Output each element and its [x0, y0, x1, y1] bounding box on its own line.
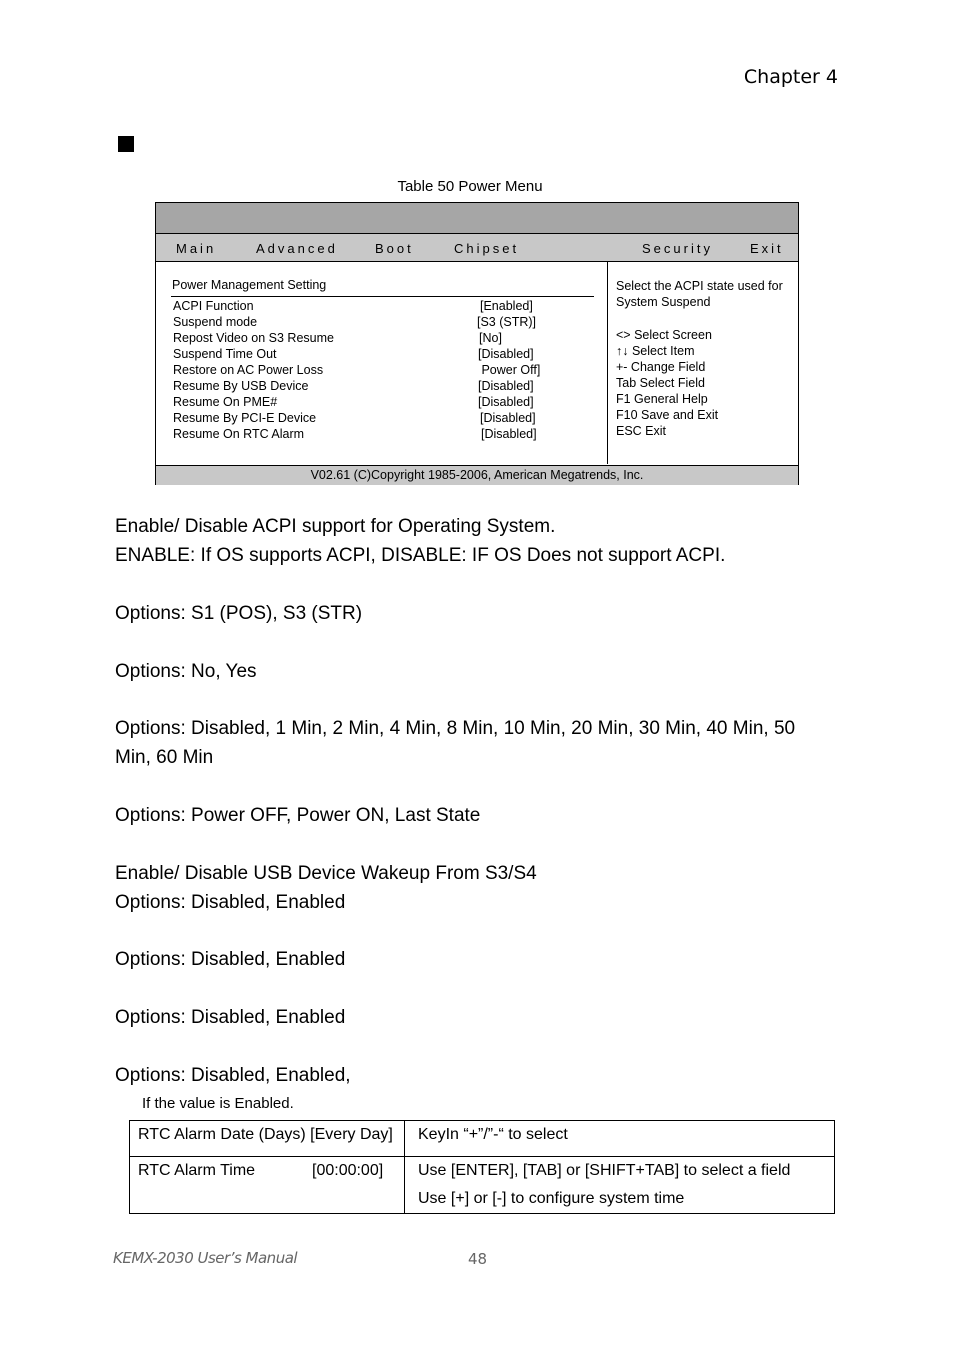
bios-title-bar — [156, 203, 798, 234]
setting-value-resume-pme[interactable]: [Disabled] — [478, 395, 534, 409]
section-bullet — [118, 136, 134, 152]
setting-value-repost-video[interactable]: [No] — [479, 331, 502, 345]
help-pane — [608, 262, 798, 464]
rtc-alarm-options: Options: Disabled, Enabled, — [115, 1065, 351, 1086]
menu-tab-main[interactable]: Main — [176, 241, 217, 256]
help-key-tab-select-field: Tab Select Field — [616, 376, 705, 390]
help-key-change-field: +- Change Field — [616, 360, 706, 374]
table-divider — [130, 1156, 834, 1157]
menu-tab-exit[interactable]: Exit — [750, 241, 784, 256]
usb-wakeup-options: Options: Disabled, Enabled — [115, 892, 346, 913]
menu-tab-advanced[interactable]: Advanced — [256, 241, 338, 256]
setting-value-resume-usb-device[interactable]: [Disabled] — [478, 379, 534, 393]
table-caption: Table 50 Power Menu — [397, 178, 543, 195]
help-key-general-help: F1 General Help — [616, 392, 708, 406]
pme-options: Options: Disabled, Enabled — [115, 949, 346, 970]
setting-label-resume-usb-device[interactable]: Resume By USB Device — [173, 379, 309, 393]
rtc-alarm-table — [129, 1120, 835, 1214]
setting-value-resume-rtc-alarm[interactable]: [Disabled] — [481, 427, 537, 441]
ac-power-loss-options: Options: Power OFF, Power ON, Last State — [115, 805, 481, 826]
bios-copyright-bar: V02.61 (C)Copyright 1985-2006, American Megatrends, Inc. — [156, 465, 798, 485]
rtc-date-label: RTC Alarm Date (Days) [Every Day] — [138, 1126, 393, 1143]
setting-value-acpi-function[interactable]: [Enabled] — [480, 299, 533, 313]
help-key-select-screen: <> Select Screen — [616, 328, 712, 342]
repost-video-options: Options: No, Yes — [115, 661, 257, 682]
setting-label-suspend-mode[interactable]: Suspend mode — [173, 315, 258, 329]
page-number: 48 — [468, 1250, 488, 1268]
rtc-date-help: KeyIn “+”/”-“ to select — [418, 1126, 568, 1143]
setting-value-restore-ac-power-loss[interactable]: Power Off] — [478, 363, 541, 377]
menu-tab-chipset[interactable]: Chipset — [454, 241, 520, 256]
rtc-time-help-configure: Use [+] or [-] to configure system time — [418, 1190, 685, 1207]
setting-label-resume-pme[interactable]: Resume On PME# — [173, 395, 278, 409]
acpi-description: Enable/ Disable ACPI support for Operating System. — [115, 516, 556, 537]
suspend-mode-options: Options: S1 (POS), S3 (STR) — [115, 603, 363, 624]
pcie-options: Options: Disabled, Enabled — [115, 1007, 346, 1028]
rtc-time-value: [00:00:00] — [312, 1162, 384, 1179]
rtc-enabled-note: If the value is Enabled. — [142, 1095, 294, 1112]
settings-pane — [156, 262, 608, 464]
bios-menu-bar — [156, 234, 798, 262]
acpi-enable-note: ENABLE: If OS supports ACPI, DISABLE: IF OS Does not support ACPI. — [115, 545, 726, 566]
section-title: Power Management Setting — [172, 278, 327, 292]
menu-tab-boot[interactable]: Boot — [375, 241, 414, 256]
setting-value-suspend-time-out[interactable]: [Disabled] — [478, 347, 534, 361]
suspend-timeout-options: Options: Disabled, 1 Min, 2 Min, 4 Min, 8 Min, 10 Min, 20 Min, 30 Min, 40 Min, 50 — [115, 718, 796, 739]
setting-value-resume-pcie-device[interactable]: [Disabled] — [480, 411, 536, 425]
setting-label-repost-video[interactable]: Repost Video on S3 Resume — [173, 331, 334, 345]
help-description-line: System Suspend — [616, 295, 711, 309]
setting-label-acpi-function[interactable]: ACPI Function — [173, 299, 254, 313]
bios-power-menu-screen — [155, 202, 799, 485]
setting-value-suspend-mode[interactable]: [S3 (STR)] — [477, 315, 537, 329]
rtc-time-label: RTC Alarm Time — [138, 1162, 256, 1179]
rtc-time-help-select: Use [ENTER], [TAB] or [SHIFT+TAB] to select a field — [418, 1162, 791, 1179]
manual-title: KEMX-2030 User’s Manual — [113, 1249, 298, 1267]
table-divider — [404, 1121, 405, 1213]
chapter-heading: Chapter 4 — [743, 66, 838, 88]
help-key-save-exit: F10 Save and Exit — [616, 408, 719, 422]
help-description-line: Select the ACPI state used for — [616, 279, 783, 293]
menu-tab-security[interactable]: Security — [642, 241, 713, 256]
section-divider — [171, 296, 594, 297]
setting-label-restore-ac-power-loss[interactable]: Restore on AC Power Loss — [173, 363, 324, 377]
help-key-esc-exit: ESC Exit — [616, 424, 667, 438]
usb-wakeup-description: Enable/ Disable USB Device Wakeup From S3/S4 — [115, 863, 537, 884]
suspend-timeout-options-cont: Min, 60 Min — [115, 747, 214, 768]
setting-label-resume-pcie-device[interactable]: Resume By PCI-E Device — [173, 411, 317, 425]
help-key-select-item: ↑↓ Select Item — [616, 344, 695, 358]
setting-label-resume-rtc-alarm[interactable]: Resume On RTC Alarm — [173, 427, 305, 441]
setting-label-suspend-time-out[interactable]: Suspend Time Out — [173, 347, 277, 361]
